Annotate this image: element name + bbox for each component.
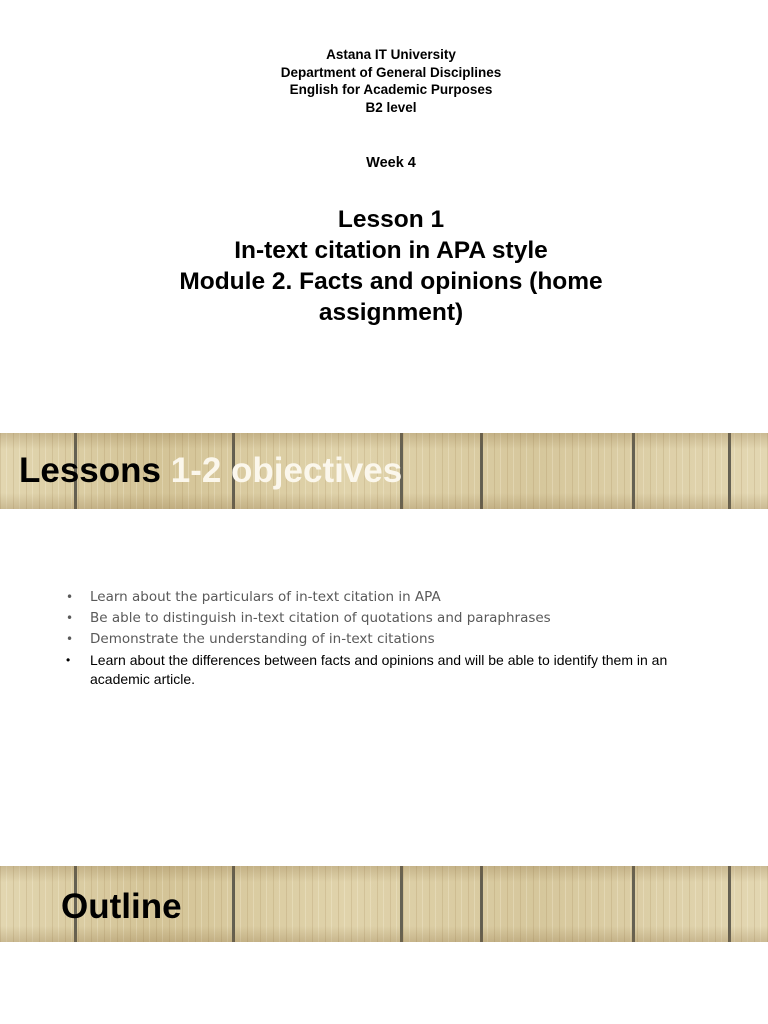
- list-item: [60, 588, 730, 607]
- objectives-heading-dark: Lessons: [19, 451, 171, 490]
- list-item-text: Be able to distinguish in-text citation of quotations and paraphrases: [90, 610, 551, 626]
- objectives-heading-light: 1-2 objectives: [170, 451, 403, 490]
- bullet-icon: •: [66, 590, 74, 604]
- document-header: [0, 46, 768, 116]
- bullet-icon: •: [66, 611, 74, 625]
- outline-heading: Outline: [61, 887, 182, 926]
- list-item: [60, 651, 730, 689]
- university-name: Astana IT University: [326, 47, 456, 62]
- lesson-title: [140, 204, 642, 328]
- objectives-heading: [19, 451, 402, 491]
- list-item: [60, 609, 730, 628]
- course-name: English for Academic Purposes: [289, 82, 493, 97]
- objectives-banner: [0, 433, 768, 509]
- department-name: Department of General Disciplines: [280, 64, 502, 80]
- list-item: [60, 630, 730, 649]
- outline-banner: [0, 866, 768, 942]
- week-label: Week 4: [366, 155, 416, 171]
- list-item-text: Demonstrate the understanding of in-text citations: [90, 631, 435, 647]
- course-level: B2 level: [365, 99, 417, 115]
- objectives-list: [60, 588, 730, 691]
- list-item-text: Learn about the particulars of in-text citation in APA: [90, 589, 441, 605]
- lesson-topic: In-text citation in APA style: [234, 237, 548, 264]
- module-title: Module 2. Facts and opinions (home assignment): [179, 268, 603, 326]
- list-item-text: Learn about the differences between facts and opinions and will be able to identify them in an academic article.: [90, 652, 668, 687]
- lesson-number: Lesson 1: [337, 206, 445, 233]
- bullet-icon: •: [66, 653, 71, 667]
- bullet-icon: •: [66, 632, 74, 646]
